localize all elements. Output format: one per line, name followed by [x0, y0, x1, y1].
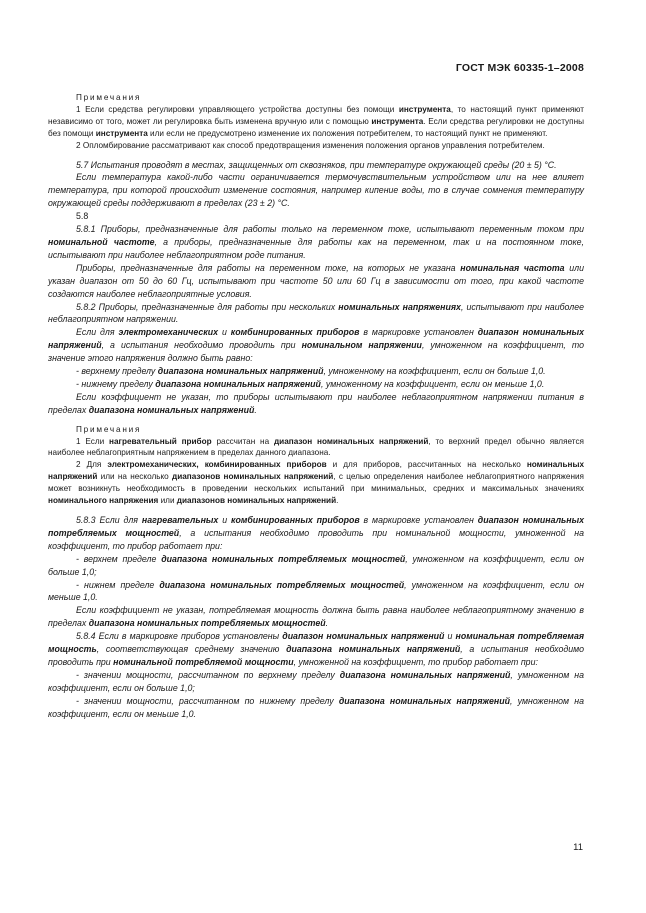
document-header: ГОСТ МЭК 60335-1–2008: [455, 62, 584, 74]
clause-5-8-4: 5.8.4 Если в маркировке приборов установлены диапазон номинальных напряжений и номинальная потребляемая мощность, соответствующая среднему значению диапазона номинальных напряжений, а испытания необходимо проводить при номинальной потребляемой мощности, умноженной на коэффициент, то прибор работает при:: [48, 631, 585, 667]
clause-5-8-3-item-upper: - верхнем пределе диапазона номинальных потребляемых мощностей, умноженном на коэффициент, если он больше 1,0;: [48, 553, 585, 577]
note-2: 2 Для электромеханических, комбинированных приборов и для приборов, рассчитанных на несколько номинальных напряжений или на несколько диапазонов номинальных напряжений, с целью определения наиболее неблагоприятного напряжения может возникнуть необходимость в проведении нескольких испытаний при минимальных, средних и максимальных значениях номинального напряжения или диапазонов номинальных напряжений.: [48, 460, 584, 506]
clause-5-8-4-item-upper: - значении мощности, рассчитанном по верхнему пределу диапазона номинальных напряжений, умноженном на коэффициент, если он больше 1,0;: [48, 669, 585, 693]
clause-5-8-3-paragraph-coef: Если коэффициент не указан, потребляемая мощность должна быть равна наиболее неблагоприятному значению в пределах диапазона номинальных потребляемых мощностей.: [48, 605, 584, 629]
clause-5-8-1-paragraph: Приборы, предназначенные для работы на переменном токе, на которых не указана номинальная частота или указан диапазон от 50 до 60 Гц, испытывают при частоте 50 или 60 Гц в зависимости от того, при какой частоте создаются наиболее неблагоприятные условия.: [48, 262, 585, 299]
notes-block-1: [48, 92, 584, 152]
clause-5-8-3: 5.8.3 Если для нагревательных и комбинированных приборов в маркировке установлен диапазон номинальных потребляемых мощностей, а испытания необходимо проводить при номинальной мощности, умноженной на коэффициент, то прибор работает при:: [48, 515, 584, 551]
page-content: [48, 92, 584, 721]
note-1: 1 Если нагревательный прибор рассчитан на диапазон номинальных напряжений, то верхний предел обычно является наиболее неблагоприятным напряжением в пределах данного диапазона.: [48, 436, 584, 458]
notes-heading: Примечания: [76, 424, 142, 434]
clause-5-8-2: 5.8.2 Приборы, предназначенные для работы при нескольких номинальных напряжениях, испытывают при наиболее неблагоприятном напряжении.: [48, 301, 584, 325]
clause-5-7: 5.7 Испытания проводят в местах, защищенных от сквозняков, при температуре окружающей среды (20 ± 5) °С.: [76, 159, 557, 170]
clauses-5-7-to-5-8-2: [48, 159, 584, 417]
clauses-5-8-3-to-5-8-4: [48, 514, 584, 721]
clause-5-8-2-item-lower: - нижнему пределу диапазона номинальных напряжений, умноженному на коэффициент, если он меньше 1,0.: [76, 378, 545, 389]
note-2: 2 Опломбирование рассматривают как способ предотвращения изменения положения органов управления потребителем.: [76, 140, 545, 150]
page-number: 11: [573, 842, 583, 853]
clause-5-7-paragraph: Если температура какой-либо части ограничивается термочувствительным устройством или на нее влияет температура, при которой происходит изменение состояния, например кипение воды, то в случае сомнения температуру окружающей среды поддерживают в пределах (23 ± 2) °С.: [48, 172, 584, 209]
note-1: 1 Если средства регулировки управляющего устройства доступны без помощи инструмента, то настоящий пункт применяют независимо от того, может ли регулировка быть изменена вручную или с помощью инструмента. Если средства регулировки не доступны без помощи инструмента или если не предусмотрено изменение их положения потребителем, то настоящий пункт не применяют.: [48, 104, 584, 138]
notes-block-2: [48, 424, 584, 507]
clause-5-8-3-item-lower: - нижнем пределе диапазона номинальных потребляемых мощностей, умноженном на коэффициент, если он меньше 1,0.: [48, 579, 585, 603]
clause-5-8-2-item-upper: - верхнему пределу диапазона номинальных напряжений, умноженному на коэффициент, если он больше 1,0.: [76, 366, 546, 377]
clause-5-8-2-paragraph: Если для электромеханических и комбинированных приборов в маркировке установлен диапазон номинальных напряжений, а испытания необходимо проводить при номинальном напряжении, умноженном на коэффициент, то значение этого напряжения должно быть равно:: [48, 327, 585, 364]
clause-5-8-2-paragraph-coef: Если коэффициент не указан, то приборы испытывают при наиболее неблагоприятном напряжении питания в пределах диапазона номинальных напряжений.: [48, 391, 584, 415]
clause-5-8-4-item-lower: - значении мощности, рассчитанном по нижнему пределу диапазона номинальных напряжений, умноженном на коэффициент, если он меньше 1,0.: [48, 695, 584, 719]
notes-heading: Примечания: [76, 93, 142, 102]
clause-5-8: 5.8: [76, 211, 89, 222]
clause-5-8-1: 5.8.1 Приборы, предназначенные для работы только на переменном токе, испытывают переменным током при номинальной частоте, а приборы, предназначенные для работы как на переменном, так и на постоянном токе, испытывают при наиболее неблагоприятном роде питания.: [48, 224, 584, 260]
